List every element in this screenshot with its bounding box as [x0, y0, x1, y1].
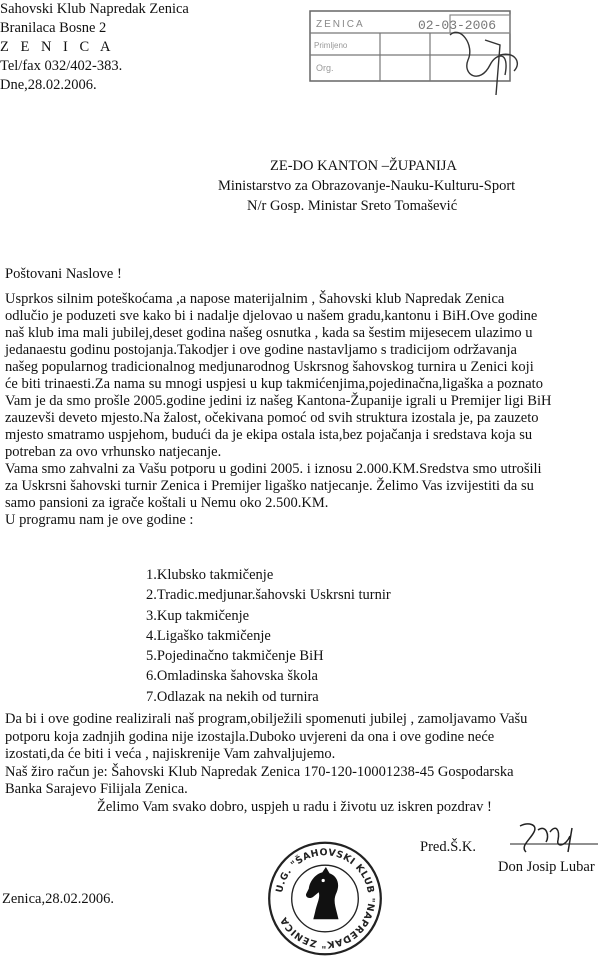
program-item: 7.Odlazak na nekih od turnira — [146, 688, 319, 705]
body-line: U programu nam je ove godine : — [5, 512, 194, 528]
body-line: potporu koja zadnjih godina nije izostajla.Duboko uvjereni da ona i ove godine neće — [5, 728, 495, 745]
stamp-label-org: Org. — [316, 63, 334, 73]
body-line: Banka Sarajevo Filijala Zenica. — [5, 781, 188, 798]
signature-title: Pred.Š.K. — [420, 839, 476, 855]
body-line: Usprkos silnim poteškoćama ,a napose materijalnim , Šahovski klub Napredak Zenica — [5, 291, 505, 307]
recipient-ministry: Ministarstvo za Obrazovanje-Nauku-Kulturu-Sport — [218, 178, 516, 194]
program-item: 3.Kup takmičenje — [146, 607, 250, 624]
body-line: Vam je da smo prošle 2005.godine jedini iz našeg Kantona-Županije igrali u Premijer ligi BiH — [5, 393, 552, 409]
greeting: Poštovani Naslove ! — [5, 266, 122, 282]
body-line: zauzevši deveto mjesto.Na žalost, očekivana pomoć od svih struktura izostala je, pa zauzeto — [5, 410, 539, 426]
body-line: za Uskrsni šahovski turnir Zenica i Premijer ligaško natjecanje. Želimo Vas izvijestiti da su — [5, 478, 534, 494]
program-item: 5.Pojedinačno takmičenje BiH — [146, 648, 324, 665]
handwritten-signature — [490, 818, 600, 868]
body-line: mjesto smatramo uspjehom, budući da je ekipa ostala ista,bez pojačanja i sredstava koja su — [5, 427, 533, 443]
program-item: 6.Omladinska šahovska škola — [146, 668, 318, 685]
program-item: 4.Ligaško takmičenje — [146, 627, 271, 644]
stamp-handwriting — [450, 32, 517, 95]
sender-street: Branilaca Bosne 2 — [0, 20, 107, 36]
recipient-canton: ZE-DO KANTON –ŽUPANIJA — [270, 158, 457, 174]
body-line: odlučio je poduzeti sve kako bi i nadalje djelovao u našem gradu,kantonu i BiH.Ove godine — [5, 308, 538, 324]
body-line: naš klub ima mali jubilej,deset godina našeg osnutka , kada sa šestim mijesecem ulazimo u — [5, 325, 533, 341]
body-line: Da bi i ove godine realizirali naš program,obilježili spomenuti jubilej , zamoljavamo Vašu — [5, 711, 528, 727]
stamp-date: 02-03-2006 — [418, 18, 497, 33]
sender-telfax: Tel/fax 032/402-383. — [0, 58, 123, 74]
body-line: će biti trinaesti.Za nama su mnogi uspjesi u kup takmićenjima,pojedinačna,ligaška a poznato — [5, 376, 543, 392]
program-list — [146, 565, 391, 707]
signature-name: Don Josip Lubar — [498, 859, 595, 875]
body-line: Naš žiro račun je: Šahovski Klub Napredak Zenica 170-120-10001238-45 Gospodarska — [5, 763, 514, 780]
body-paragraph-2 — [5, 711, 600, 817]
recipient-attention: N/r Gosp. Ministar Sreto Tomašević — [247, 198, 458, 214]
body-line: potreban za ovo vrhunsko natjecanje. — [5, 444, 222, 460]
sender-city: Z E N I C A — [0, 39, 115, 55]
club-seal — [260, 840, 390, 957]
body-paragraph-1 — [5, 291, 600, 529]
program-item: 2.Tradic.medjunar.šahovski Uskrsni turnir — [146, 587, 391, 604]
received-stamp — [300, 5, 600, 115]
sender-date: Dne,28.02.2006. — [0, 77, 97, 93]
seal-text: U.G. "ŠAHOVSKI KLUB "NAPREDAK" ZENICA — [274, 847, 377, 950]
stamp-label-primljeno: Primljeno — [314, 41, 348, 50]
sender-address-block — [0, 0, 189, 95]
sender-club-name: Sahovski Klub Napredak Zenica — [0, 1, 189, 17]
body-line: jedanaestu godinu postojanja.Takodjer i ove godine nastavljamo s tradicijom održavanja — [5, 342, 517, 358]
place-date: Zenica,28.02.2006. — [2, 891, 114, 907]
program-item: 1.Klubsko takmičenje — [146, 567, 274, 583]
body-line: našeg popularnog tradicionalnog medjunarodnog Uskrsnog šahovskog turnira u Zenici koji — [5, 359, 534, 375]
body-line: Vama smo zahvalni za Vašu potporu u godini 2005. i iznosu 2.000.KM.Sredstva smo utrošili — [5, 461, 542, 477]
chess-knight-icon — [306, 867, 339, 919]
body-line: izostati,da će biti i veća , najiskrenije Vam zahvaljujemo. — [5, 746, 336, 763]
closing-line: Želimo Vam svako dobro, uspjeh u radu i životu uz iskren pozdrav ! — [97, 798, 492, 815]
body-line: samo pansioni za igrače koštali u Nemu oko 2.500.KM. — [5, 495, 329, 511]
stamp-city: ZENICA — [316, 19, 365, 30]
